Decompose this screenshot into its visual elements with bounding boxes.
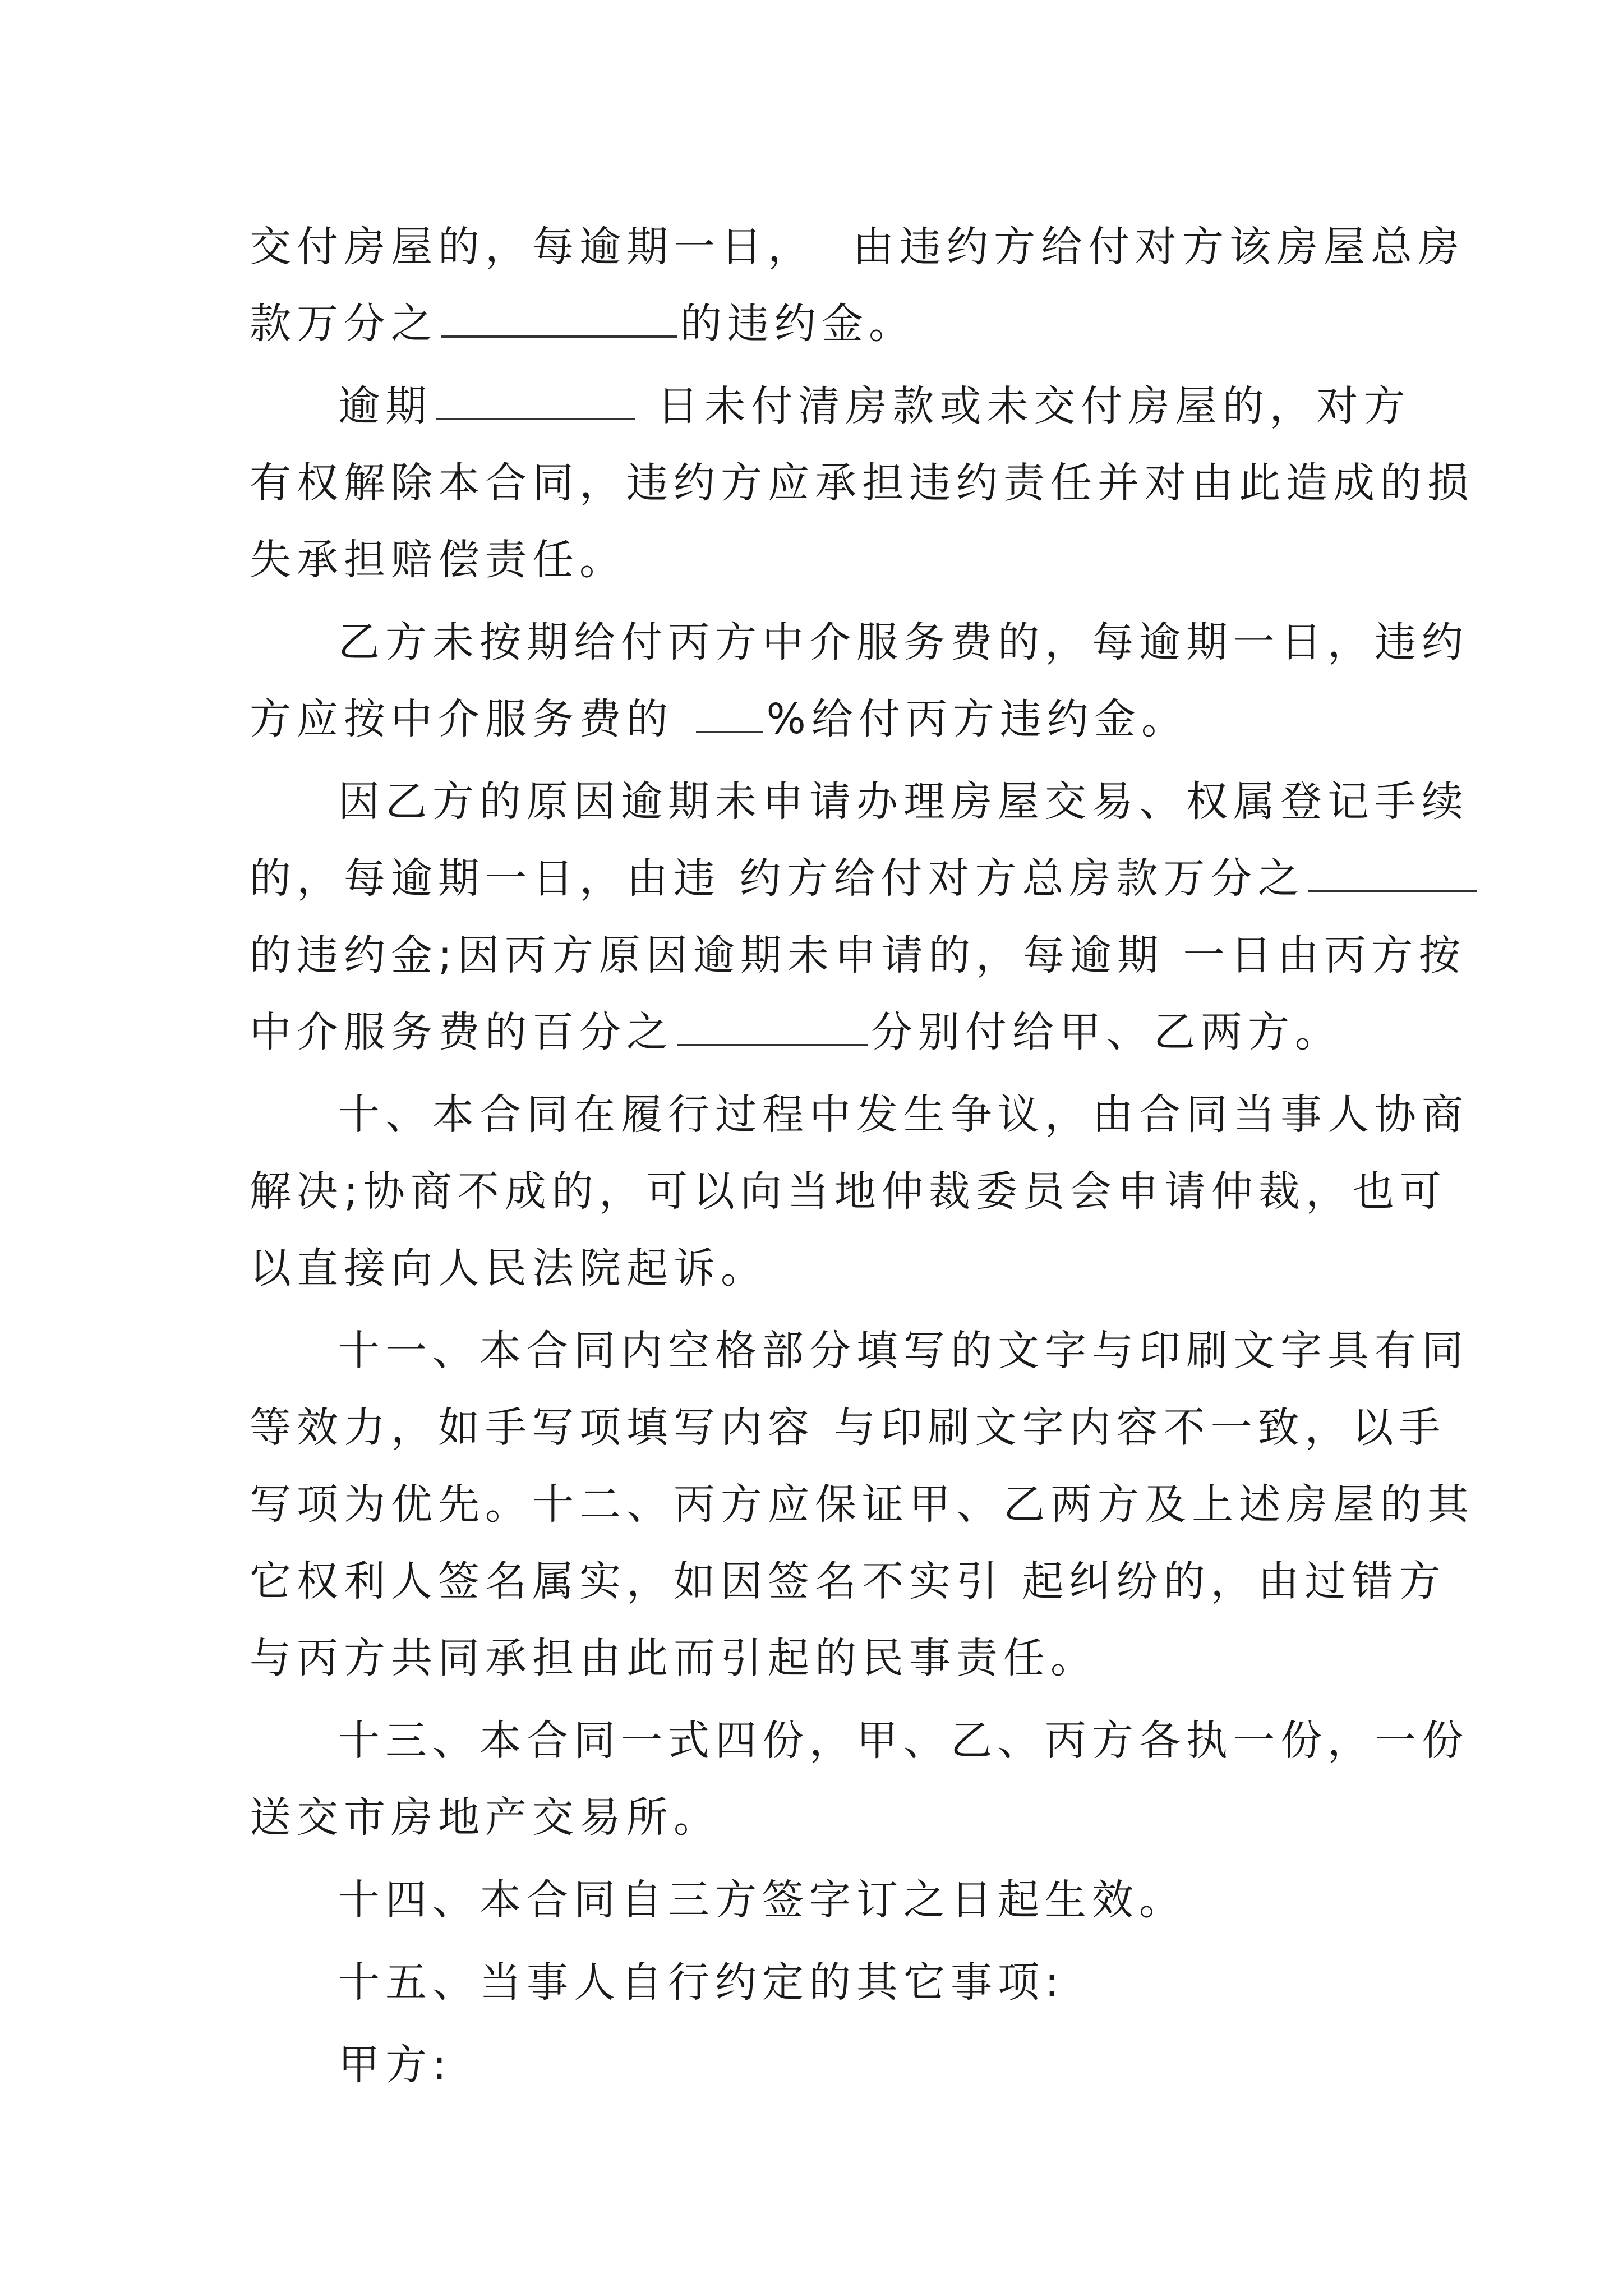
line-text: 解决;协商不成的，可以向当地仲裁委员会申请仲裁，也可 <box>250 1167 1447 1216</box>
fill-in-blank[interactable] <box>1308 855 1477 892</box>
line-text: 十五、当事人自行约定的其它事项: <box>338 1958 1064 2007</box>
text-line <box>250 1230 1388 1307</box>
line-text: 十、本合同在履行过程中发生争议，由合同当事人协商 <box>338 1091 1469 1139</box>
contract-body <box>250 209 1474 2104</box>
fill-in-blank[interactable] <box>436 383 635 420</box>
text-line <box>250 604 1469 681</box>
text-line <box>250 2027 1388 2104</box>
line-text: 乙方未按期给付丙方中介服务费的，每逾期一日，违约 <box>338 618 1469 666</box>
text-line <box>250 1779 1388 1856</box>
line-text: 因乙方的原因逾期未申请办理房屋交易、权属登记手续 <box>338 777 1469 826</box>
text-line <box>250 1389 1446 1466</box>
line-text: 的违约金;因丙方原因逾期未申请的，每逾期 一日由丙方按 <box>250 931 1466 979</box>
text-line <box>250 286 1388 362</box>
text-line <box>250 994 1388 1071</box>
line-text: 十四、本合同自三方签字订之日起生效。 <box>338 1876 1186 1924</box>
line-text: 中介服务费的百分之 <box>250 1008 674 1056</box>
line-text: 的，每逾期一日，由违 约方给付对方总房款万分之 <box>250 854 1305 903</box>
line-text: 失承担赔偿责任。 <box>250 536 626 584</box>
text-line <box>250 368 1411 445</box>
text-line <box>250 763 1469 840</box>
line-text: 等效力，如手写项填写内容 与印刷文字内容不一致，以手 <box>250 1404 1446 1452</box>
line-text: 有权解除本合同，违约方应承担违约责任并对由此造成的损 <box>250 459 1474 507</box>
line-text: 它权利人签名属实，如因签名不实引 起纠纷的，由过错方 <box>250 1557 1446 1605</box>
text-line <box>250 1313 1469 1389</box>
line-text: 写项为优先。十二、丙方应保证甲、乙两方及上述房屋的其 <box>250 1480 1474 1529</box>
fill-in-blank[interactable] <box>677 1009 868 1046</box>
line-text: 十三、本合同一式四份，甲、乙、丙方各执一份，一份 <box>338 1717 1469 1765</box>
text-line <box>250 1543 1446 1620</box>
line-text: 甲方: <box>338 2041 452 2089</box>
text-line <box>250 1703 1469 1779</box>
text-line <box>250 681 1388 758</box>
line-text: 送交市房地产交易所。 <box>250 1793 721 1842</box>
text-line <box>250 522 1388 599</box>
text-line <box>250 445 1474 522</box>
text-line <box>250 917 1466 994</box>
line-text: 十一、本合同内空格部分填写的文字与印刷文字具有同 <box>338 1327 1469 1375</box>
text-line <box>250 1153 1447 1230</box>
text-line <box>250 1862 1388 1939</box>
line-text: 的违约金。 <box>680 300 916 348</box>
line-text: 分别付给甲、乙两方。 <box>871 1008 1342 1056</box>
line-text: %给付丙方违约金。 <box>766 695 1188 743</box>
line-text: 款万分之 <box>250 300 438 348</box>
line-text: 交付房屋的，每逾期一日， 由违约方给付对方该房屋总房 <box>250 223 1465 271</box>
text-line <box>250 1944 1388 2021</box>
text-line <box>250 840 1388 917</box>
fill-in-blank[interactable] <box>441 301 677 338</box>
line-text: 逾期 <box>338 382 432 430</box>
line-text: 与丙方共同承担由此而引起的民事责任。 <box>250 1634 1098 1682</box>
text-line <box>250 1466 1474 1543</box>
line-text: 日未付清房款或未交付房屋的，对方 <box>638 382 1411 430</box>
line-text: 方应按中介服务费的 <box>250 695 693 743</box>
fill-in-blank[interactable] <box>696 696 763 733</box>
text-line <box>250 1076 1469 1153</box>
text-line <box>250 209 1465 286</box>
text-line <box>250 1620 1388 1697</box>
line-text: 以直接向人民法院起诉。 <box>250 1244 768 1292</box>
